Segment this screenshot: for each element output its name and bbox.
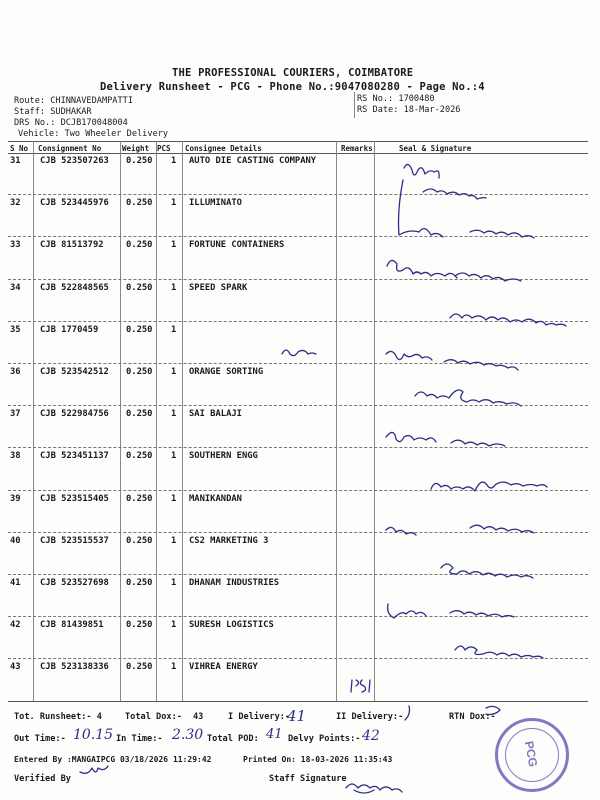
- row-consignee: MANIKANDAN: [189, 493, 242, 504]
- rs-number: RS No.: 1700480: [357, 94, 435, 104]
- row-consignee: FORTUNE CONTAINERS: [189, 240, 285, 251]
- out-time-handwritten: 10.15: [73, 727, 114, 743]
- row-cno: CJB 523515405: [40, 493, 109, 504]
- row-consignee: ORANGE SORTING: [189, 367, 264, 377]
- staff-signature-label: Staff Signature: [269, 774, 347, 784]
- row-weight: 0.250: [126, 324, 153, 335]
- total-pod-handwritten: 41: [266, 727, 283, 742]
- row-sno: 36: [10, 367, 21, 377]
- row-sno: 33: [10, 240, 21, 251]
- row-consignee: SURESH LOGISTICS: [189, 620, 274, 631]
- row-weight: 0.250: [126, 282, 153, 293]
- row-sno: 37: [10, 409, 21, 420]
- row-pcs: 1: [171, 662, 177, 673]
- signature-row-36b: [415, 390, 521, 406]
- row-cno: CJB 81513792: [40, 240, 104, 251]
- row-sno: 40: [10, 535, 21, 546]
- row-cno: CJB 523451137: [40, 451, 109, 462]
- total-dox-label: Total Dox:-: [125, 712, 182, 722]
- row-weight: 0.250: [126, 535, 153, 546]
- col-seal: Seal & Signature: [399, 144, 472, 153]
- row-cno: CJB 522848565: [40, 282, 109, 293]
- signature-row-32: [399, 180, 535, 238]
- row-consignee: VIHREA ENERGY: [189, 662, 258, 673]
- row-consignee: ILLUMINATO: [189, 198, 242, 209]
- row-sno: 43: [10, 662, 21, 673]
- signature-row-38: [431, 482, 547, 491]
- row-sno: 41: [10, 578, 21, 588]
- signature-row-36: [386, 351, 518, 370]
- col-pcs: PCS: [157, 144, 171, 153]
- row-cno: CJB 522984756: [40, 409, 109, 420]
- signature-row-41: [388, 604, 514, 618]
- signature-row-42: [455, 646, 543, 658]
- row-weight: 0.250: [126, 409, 153, 420]
- row-pcs: 1: [171, 535, 177, 546]
- col-remarks: Remarks: [341, 144, 373, 153]
- row-weight: 0.250: [126, 156, 153, 166]
- total-dox-value: 43: [193, 712, 204, 722]
- stamp-text: PCG: [521, 739, 541, 769]
- signature-rtn-dox: [486, 706, 500, 714]
- row-weight: 0.250: [126, 240, 153, 251]
- row-pcs: 1: [171, 324, 177, 335]
- staff-label: Staff: SUDHAKAR: [14, 107, 92, 117]
- col-sno: S No: [10, 144, 29, 153]
- company-title: THE PROFESSIONAL COURIERS, COIMBATORE: [172, 67, 414, 79]
- col-consignee: Consignee Details: [185, 144, 262, 153]
- tot-runsheet: Tot. Runsheet:- 4: [14, 712, 102, 722]
- row-pcs: 1: [171, 409, 177, 420]
- runsheet-title: Delivery Runsheet - PCG - Phone No.:9047080280 - Page No.:4: [100, 81, 485, 93]
- in-time-label: In Time:-: [116, 734, 163, 744]
- drs-number: DRS No.: DCJB170048004: [14, 118, 128, 128]
- signature-staff: [346, 784, 402, 793]
- signature-row-31: [404, 164, 486, 199]
- signature-row-40: [441, 564, 533, 578]
- row-weight: 0.250: [126, 578, 153, 588]
- row-cno: CJB 523527698: [40, 578, 109, 588]
- row-weight: 0.250: [126, 198, 153, 209]
- row-weight: 0.250: [126, 662, 153, 673]
- out-time-label: Out Time:-: [14, 734, 66, 744]
- i-delivery-handwritten: 41: [287, 707, 307, 725]
- rs-date: RS Date: 18-Mar-2026: [357, 105, 461, 115]
- row-cno: CJB 523507263: [40, 156, 109, 166]
- signature-row-39: [386, 525, 534, 535]
- rtn-dox-label: RTN Dox:-: [449, 712, 496, 722]
- signature-iI-delivery: [405, 706, 410, 720]
- col-consignment: Consignment No: [38, 144, 102, 153]
- row-pcs: 1: [171, 451, 177, 462]
- entered-by: Entered By :MANGAIPCG 03/18/2026 11:29:42: [14, 755, 212, 764]
- row-pcs: 1: [171, 620, 177, 631]
- row-consignee: DHANAM INDUSTRIES: [189, 578, 280, 588]
- signature-remarks-1: [282, 350, 316, 356]
- route-label: Route: CHINNAVEDAMPATTI: [14, 96, 133, 106]
- signature-verified: [80, 766, 108, 773]
- col-weight: Weight: [122, 144, 150, 153]
- row-cno: CJB 523542512: [40, 367, 109, 377]
- row-cno: CJB 523445976: [40, 198, 109, 209]
- row-pcs: 1: [171, 493, 177, 504]
- row-sno: 34: [10, 282, 21, 293]
- row-consignee: CS2 MARKETING 3: [189, 535, 269, 546]
- signature-row-33: [387, 260, 521, 281]
- row-pcs: 1: [171, 156, 177, 166]
- row-consignee: AUTO DIE CASTING COMPANY: [189, 156, 317, 166]
- row-weight: 0.250: [126, 620, 153, 631]
- row-sno: 42: [10, 620, 21, 631]
- row-sno: 39: [10, 493, 21, 504]
- row-pcs: 1: [171, 282, 177, 293]
- ii-delivery-label: II Delivery:-: [336, 712, 404, 722]
- row-sno: 38: [10, 451, 21, 462]
- delvy-points-handwritten: 42: [362, 728, 380, 744]
- verified-by-label: Verified By: [14, 774, 71, 784]
- delvy-points-label: Delvy Points:-: [288, 734, 361, 744]
- row-cno: CJB 523138336: [40, 662, 109, 673]
- row-consignee: SPEED SPARK: [189, 282, 248, 293]
- row-weight: 0.250: [126, 451, 153, 462]
- row-cno: CJB 81439851: [40, 620, 104, 631]
- signature-row-34: [450, 314, 566, 326]
- row-pcs: 1: [171, 240, 177, 251]
- pcg-stamp: [495, 718, 569, 792]
- row-pcs: 1: [171, 198, 177, 209]
- row-consignee: SAI BALAJI: [189, 409, 242, 420]
- row-sno: 35: [10, 324, 21, 335]
- printed-on: Printed On: 18-03-2026 11:35:43: [243, 755, 393, 764]
- vehicle-label: Vehicle: Two Wheeler Delivery: [18, 129, 169, 139]
- row-weight: 0.250: [126, 493, 153, 504]
- row-pcs: 1: [171, 367, 177, 377]
- row-pcs: 1: [171, 578, 177, 588]
- signature-remarks-2: [351, 680, 370, 692]
- row-cno: CJB 523515537: [40, 535, 109, 546]
- total-pod-label: Total POD:: [207, 734, 259, 744]
- row-sno: 32: [10, 198, 21, 209]
- row-sno: 31: [10, 156, 21, 166]
- row-consignee: SOUTHERN ENGG: [189, 451, 258, 462]
- signature-row-37: [386, 432, 505, 446]
- in-time-handwritten: 2.30: [172, 727, 204, 743]
- row-weight: 0.250: [126, 367, 153, 377]
- row-cno: CJB 1770459: [40, 324, 99, 335]
- i-delivery-label: I Delivery:-: [228, 712, 291, 722]
